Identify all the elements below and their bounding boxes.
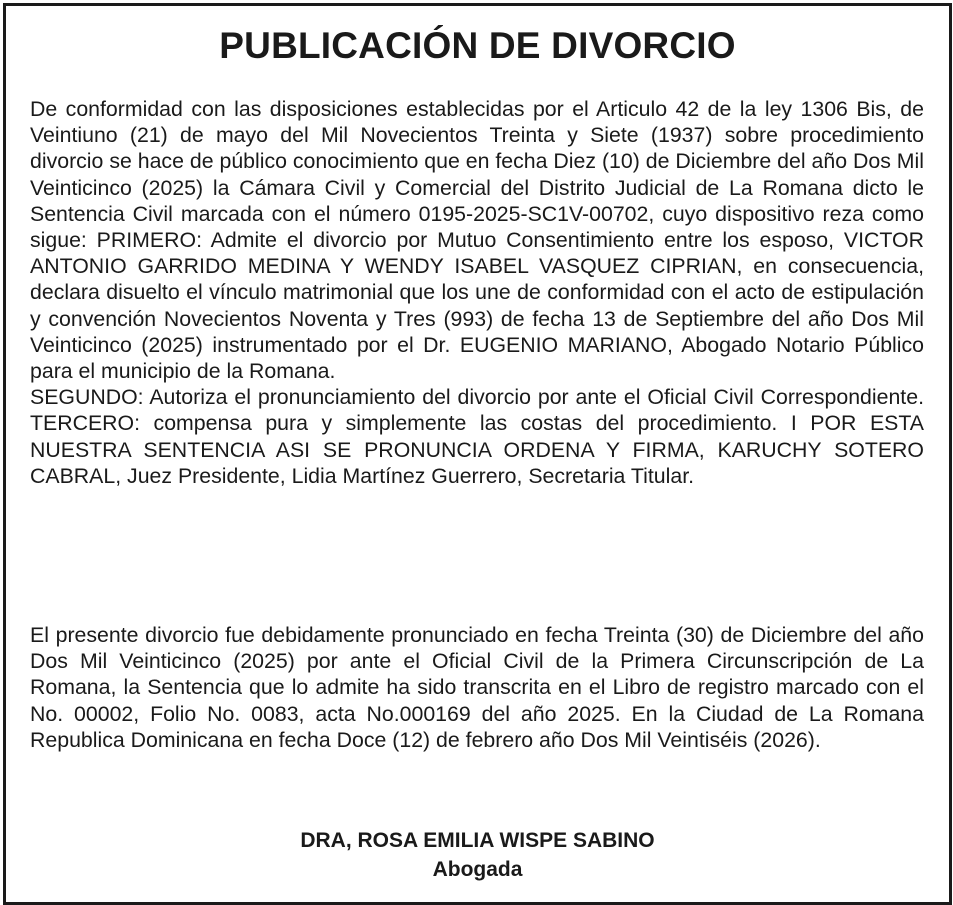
- signature-name: DRA, ROSA EMILIA WISPE SABINO: [300, 829, 655, 852]
- paragraph-second-ruling: SEGUNDO: Autoriza el pronunciamiento del divorcio por ante el Oficial Civil Correspondiente. TERCERO: compensa pura y simplemente las costas del procedimiento. I POR ESTA NUESTRA SENTENCIA ASI SE PRONUNCIA ORDENA Y FIRMA, KARUCHY SOTERO CABRAL, Juez Presidente, Lidia Martínez Guerrero, Secretaria Titular.: [30, 385, 924, 488]
- signature-role: Abogada: [432, 858, 523, 881]
- page-title: PUBLICACIÓN DE DIVORCIO: [219, 25, 736, 66]
- paragraph-ruling: De conformidad con las disposiciones establecidas por el Articulo 42 de la ley 1306 Bis, de Veintiuno (21) de mayo del Mil Novecientos Treinta y Siete (1937) sobre procedimiento divorcio se hace de público conocimiento que en fecha Diez (10) de Diciembre del año Dos Mil Veinticinco (2025) la Cámara Civil y Comercial del Distrito Judicial de La Romana dicto le Sentencia Civil marcada con el número 0195-2025-SC1V-00702, cuyo dispositivo reza como sigue: PRIMERO: Admite el divorcio por Mutuo Consentimiento entre los esposo, VICTOR ANTONIO GARRIDO MEDINA Y WENDY ISABEL VASQUEZ CIPRIAN, en consecuencia, declara disuelto el vínculo matrimonial que los une de conformidad con el acto de estipulación y convención Novecientos Noventa y Tres (993) de fecha 13 de Septiembre del año Dos Mil Veinticinco (2025) instrumentado por el Dr. EUGENIO MARIANO, Abogado Notario Público para el municipio de la Romana.: [30, 97, 924, 384]
- notice-body-first-section: [30, 96, 924, 489]
- paragraph-pronouncement: El presente divorcio fue debidamente pronunciado en fecha Treinta (30) de Diciembre del año Dos Mil Veinticinco (2025) por ante el Oficial Civil de la Primera Circunscripción de La Romana, la Sentencia que lo admite ha sido transcrita en el Libro de registro marcado con el No. 00002, Folio No. 0083, acta No.000169 del año 2025. En la Ciudad de La Romana Republica Dominicana en fecha Doce (12) de febrero año Dos Mil Veintiséis (2026).: [30, 623, 924, 752]
- notice-frame: [3, 3, 952, 905]
